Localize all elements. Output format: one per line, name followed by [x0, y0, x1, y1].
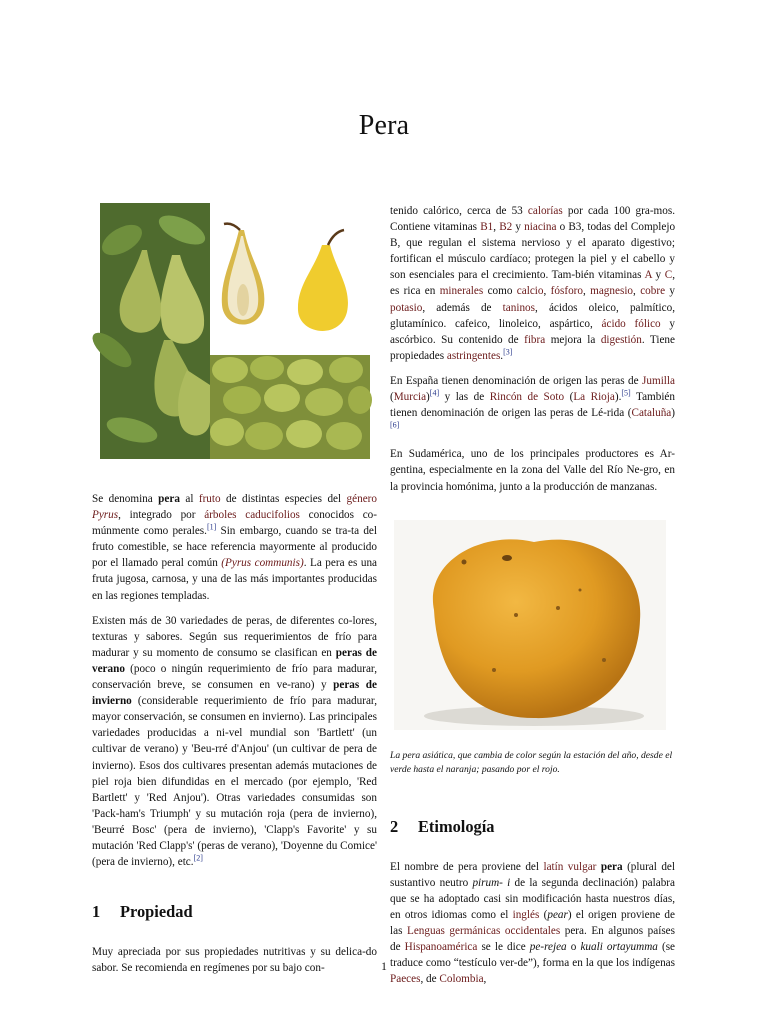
section-title: Etimología — [418, 816, 495, 836]
link-vitamina-a[interactable]: A — [644, 269, 652, 282]
term-kuali: kuali ortayumma — [580, 941, 658, 954]
link-taninos[interactable]: taninos — [502, 301, 535, 314]
link-fosforo[interactable]: fósforo — [550, 285, 583, 298]
intro-paragraph: Se denomina pera al fruto de distintas especies del género Pyrus, integrado por árboles caducifolios conocidos co-múnmente como perales.[1] Sin embargo, cuando se tra-ta del fruto comestible, se hace referencia mayormente al producido por el llamado peral común (Pyrus communis). La pera es una fruta jugosa, carnosa, y una de las más importantes producidas en las regiones templadas. — [92, 493, 378, 602]
link-la-rioja[interactable]: La Rioja — [573, 391, 615, 404]
etimologia-paragraph: El nombre de pera proviene del latín vulgar pera (plural del sustantivo neutro pirum- i de la segunda declinación) palabra que se ha adoptado casi sin modificación hasta nuestros días, en otros idiomas como el inglés (pear) el origen proviene de las Lenguas germánicas occidentales pera. En algunos países de Hispanoamérica se le dice pe-rejea o kuali ortayumma (se traduce como “testículo ver-de”), forma en la que los indígenas Paeces, de Colombia, — [390, 860, 676, 986]
link-cataluna[interactable]: Cataluña — [631, 407, 672, 420]
link-jumilla[interactable]: Jumilla — [642, 374, 675, 387]
link-murcia[interactable]: Murcia — [393, 391, 427, 404]
link-b1[interactable]: B1 — [480, 221, 494, 234]
section-heading-etimologia — [390, 817, 675, 837]
page-number: 1 — [381, 961, 387, 973]
link-minerales[interactable]: minerales — [439, 285, 484, 298]
link-latin-vulgar[interactable]: latín vulgar — [543, 860, 597, 873]
bold-term-pera: pera — [600, 860, 623, 873]
bold-term-pera: pera — [158, 493, 180, 505]
link-pyrus-communis[interactable]: (Pyrus communis) — [221, 557, 304, 570]
link-fruto[interactable]: fruto — [198, 493, 221, 505]
link-calorias[interactable]: calorías — [527, 205, 563, 217]
term-pear: pear — [547, 908, 568, 921]
section-title: Propiedad — [120, 902, 193, 922]
link-rincon-de-soto[interactable]: Rincón de Soto — [489, 391, 565, 404]
link-b2[interactable]: B2 — [499, 221, 513, 234]
left-column — [92, 200, 377, 985]
varieties-paragraph: Existen más de 30 variedades de peras, de diferentes co-lores, texturas y sabores. Según sus requerimientos de frío para madurar y su momento de consumo se clasifican en peras de verano (poco o ningún requerimiento de frío para madurar, conservación breve, se consumen en ve-rano) y peras de invierno (considerable requerimiento de frío para madurar, mayor conservación, se consumen en invierno). Las principales variedades producidas a ni-vel mundial son 'Bartlett' (un cultivar de verano) y 'Beu-rré d'Anjou' (un cultivar de pera de invierno). Esos dos cultivares presentan además mutaciones de piel roja bien difundidas en el mercado (por ejemplo, 'Red Bartlett' y 'Red Anjou'). Otras variedades consumidas son 'Pack-ham's Triumph' y su mutación roja (pera de invierno), 'Beurré Bosc' (pera de invierno), 'Clapp's Favorite' y su mutación 'Red Clapp's' (peras de verano), 'Doyenne du Comice' (pera de invierno), etc.[2] — [92, 614, 377, 869]
ref-5[interactable]: [5] — [621, 388, 631, 398]
ref-1[interactable]: [1] — [206, 522, 217, 532]
nutrition-paragraph: tenido calórico, cerca de 53 calorías por cada 100 gra-mos. Contiene vitaminas B1, B2 y niacina o B3, todas del Complejo B, que regulan el sistema nervioso y el aparato digestivo; fortifican el músculo cardíaco; protegen la piel y el cabello y son esenciales para el crecimiento. Tam-bién vitaminas A y C, es rica en minerales como calcio, fósforo, magnesio, cobre y potasio, además de taninos, ácidos oleico, palmítico, glutamínico. cafeico, linoleico, aspártico, ácido fólico y ascórbico. Su contenido de fibra mejora la digestión. Tiene propiedades astringentes.[3] — [390, 205, 676, 362]
bold-term-peras-invierno: peras de invierno — [92, 679, 377, 708]
link-pyrus[interactable]: Pyrus — [92, 509, 119, 522]
link-arboles-caducifolios[interactable]: árboles caducifolios — [204, 509, 300, 522]
link-fibra[interactable]: fibra — [524, 333, 546, 346]
term-perejea: pe-rejea — [529, 941, 567, 954]
link-vitamina-c[interactable]: C — [664, 269, 673, 282]
asian-pear-caption: La pera asiática, que cambia de color según la estación del año, desde el verde hasta el naranja; pasando por el rojo. — [390, 749, 673, 775]
link-cobre[interactable]: cobre — [640, 285, 666, 298]
section-number: 2 — [390, 816, 399, 836]
page-title: Pera — [358, 110, 410, 141]
link-lenguas-germanicas[interactable]: Lenguas germánicas occidentales — [406, 924, 561, 937]
right-column — [390, 203, 675, 996]
spain-paragraph: En España tienen denominación de origen las peras de Jumilla (Murcia)[4] y las de Rincón de Soto (La Rioja).[5] También tienen denominación de origen las peras de Lé-rida (Cataluña)[6] — [390, 374, 675, 430]
bold-term-peras-verano: peras de verano — [92, 646, 377, 675]
section-number: 1 — [92, 902, 101, 922]
southamerica-paragraph: En Sudamérica, uno de los principales productores es Ar-gentina, especialmente en la zona del Valle del Río Ne-gro, en la provincia homónima, junto a la producción de manzanas. — [390, 448, 675, 493]
link-acido-folico[interactable]: ácido fólico — [601, 317, 661, 330]
link-genero[interactable]: género — [346, 493, 377, 505]
ref-6[interactable]: [6] — [390, 420, 400, 430]
section-heading-propiedad — [92, 902, 377, 922]
ref-4[interactable]: [4] — [429, 388, 440, 398]
propiedad-paragraph: Muy apreciada por sus propiedades nutritivas y su delica-do sabor. Se recomienda en regímenes por su bajo con- — [92, 946, 377, 975]
link-niacina[interactable]: niacina — [524, 221, 557, 234]
link-paeces[interactable]: Paeces — [390, 973, 421, 986]
link-magnesio[interactable]: magnesio — [590, 285, 634, 298]
ref-2[interactable]: [2] — [193, 853, 203, 863]
link-hispanoamerica[interactable]: Hispanoamérica — [404, 941, 478, 954]
link-digestion[interactable]: digestión — [600, 333, 642, 346]
pear-collage-image — [92, 200, 377, 460]
link-potasio[interactable]: potasio — [390, 301, 423, 314]
term-pirum: pirum- i — [472, 876, 511, 889]
link-colombia[interactable]: Colombia — [439, 973, 484, 986]
link-astringentes[interactable]: astringentes — [446, 349, 501, 362]
asian-pear-image — [394, 520, 666, 730]
ref-3[interactable]: [3] — [503, 347, 513, 357]
link-calcio[interactable]: calcio — [516, 285, 544, 298]
link-ingles[interactable]: inglés — [512, 908, 540, 921]
